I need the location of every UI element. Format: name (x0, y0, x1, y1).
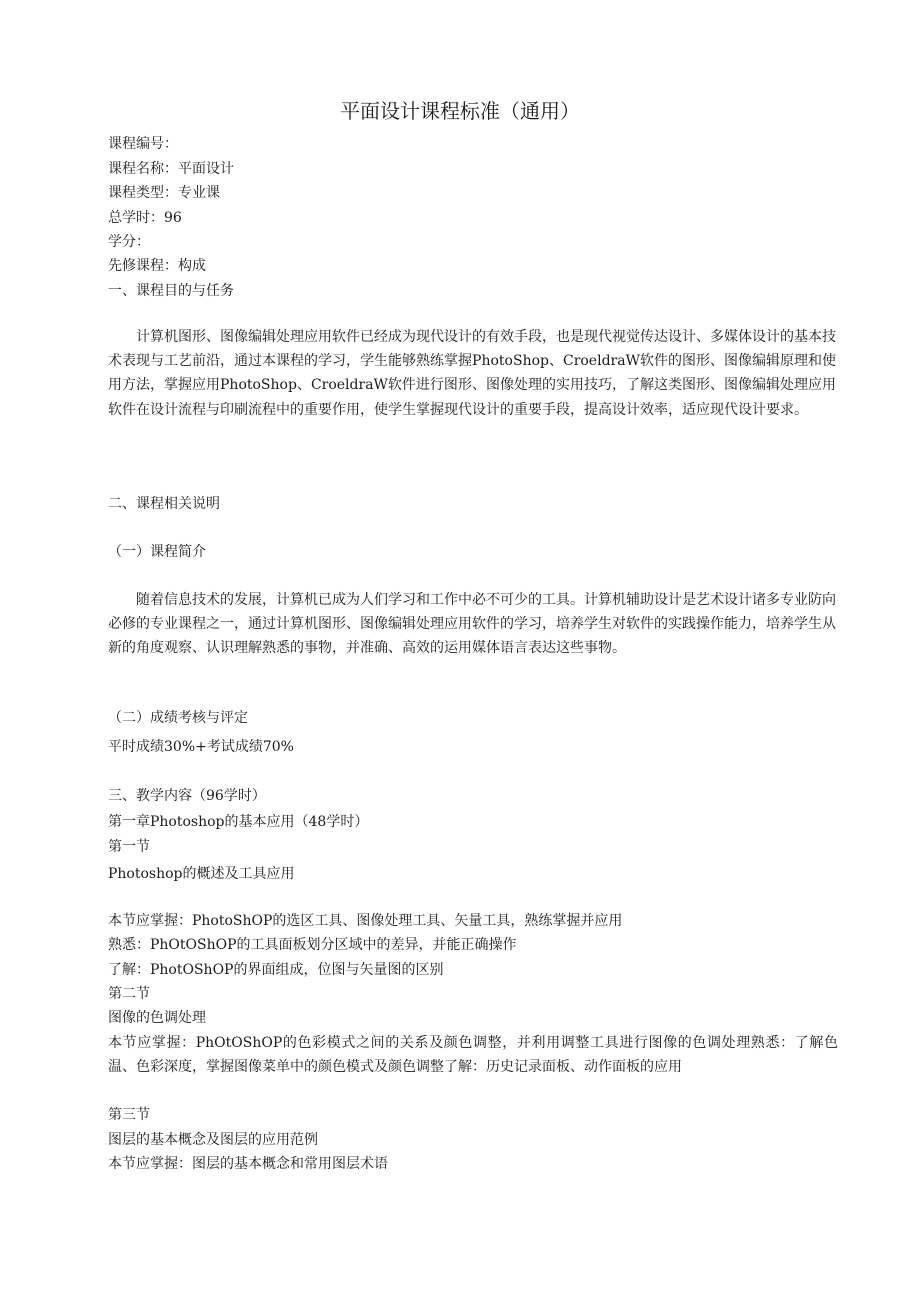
course-name: 课程名称：平面设计 (108, 161, 234, 177)
subsection-heading-intro: （一）课程简介 (108, 544, 206, 560)
document-title: 平面设计课程标准（通用） (340, 99, 580, 123)
subsection-heading-assessment: （二）成绩考核与评定 (108, 710, 248, 726)
section-3-title: 图层的基本概念及图层的应用范例 (108, 1132, 318, 1148)
credits: 学分： (108, 234, 150, 250)
section-1-familiar: 熟悉：PhOtOShOP的工具面板划分区域中的差异，并能正确操作 (108, 937, 517, 953)
prerequisite: 先修课程：构成 (108, 258, 206, 274)
total-hours: 总学时：96 (108, 210, 182, 226)
section-1-label: 第一节 (108, 839, 150, 855)
chapter-1-heading: 第一章Photoshop的基本应用（48学时） (108, 814, 369, 830)
section-1-title: Photoshop的概述及工具应用 (108, 866, 295, 882)
section-1-understand: 了解：PhotOShOP的界面组成，位图与矢量图的区别 (108, 962, 444, 978)
course-type: 课程类型：专业课 (108, 185, 220, 201)
course-code: 课程编号： (108, 136, 178, 152)
objectives-paragraph: 计算机图形、图像编辑处理应用软件已经成为现代设计的有效手段，也是现代视觉传达设计、多媒体设计的基本技术表现与工艺前沿，通过本课程的学习，学生能够熟练掌握PhotoShop、CroeldraW软件的图形、图像编辑原理和使用方法，掌握应用PhotoShop、CroeldraW软件进行图形、图像处理的实用技巧，了解这类图形、图像编辑处理应用软件在设计流程与印刷流程中的重要作用，使学生掌握现代设计的重要手段，提高设计效率，适应现代设计要求。 (108, 329, 836, 418)
section-heading-objectives: 一、课程目的与任务 (108, 283, 234, 299)
section-2-label: 第二节 (108, 986, 150, 1002)
intro-paragraph: 随着信息技术的发展，计算机已成为人们学习和工作中必不可少的工具。计算机辅助设计是艺术设计诸多专业防向必修的专业课程之一，通过计算机图形、图像编辑处理应用软件的学习，培养学生对软件的实践操作能力，培养学生从新的角度观察、认识理解熟悉的事物，并准确、高效的运用媒体语言表达这些事物。 (108, 592, 836, 657)
section-3-label: 第三节 (108, 1107, 150, 1123)
section-heading-notes: 二、课程相关说明 (108, 496, 220, 512)
section-1-master: 本节应掌握：PhotoShOP的选区工具、图像处理工具、矢量工具，熟练掌握并应用 (108, 913, 623, 929)
section-3-master: 本节应掌握：图层的基本概念和常用图层术语 (108, 1156, 388, 1172)
section-heading-content: 三、教学内容（96学时） (108, 788, 266, 804)
section-2-title: 图像的色调处理 (108, 1010, 206, 1026)
section-2-paragraph: 本节应掌握：PhOtOShOP的色彩模式之间的关系及颜色调整，并利用调整工具进行图像的色调处理熟悉：了解色温、色彩深度，掌握图像菜单中的颜色模式及颜色调整了解：历史记录面板、动作面板的应用 (108, 1035, 838, 1076)
assessment-text: 平时成绩30%+考试成绩70% (108, 739, 294, 755)
